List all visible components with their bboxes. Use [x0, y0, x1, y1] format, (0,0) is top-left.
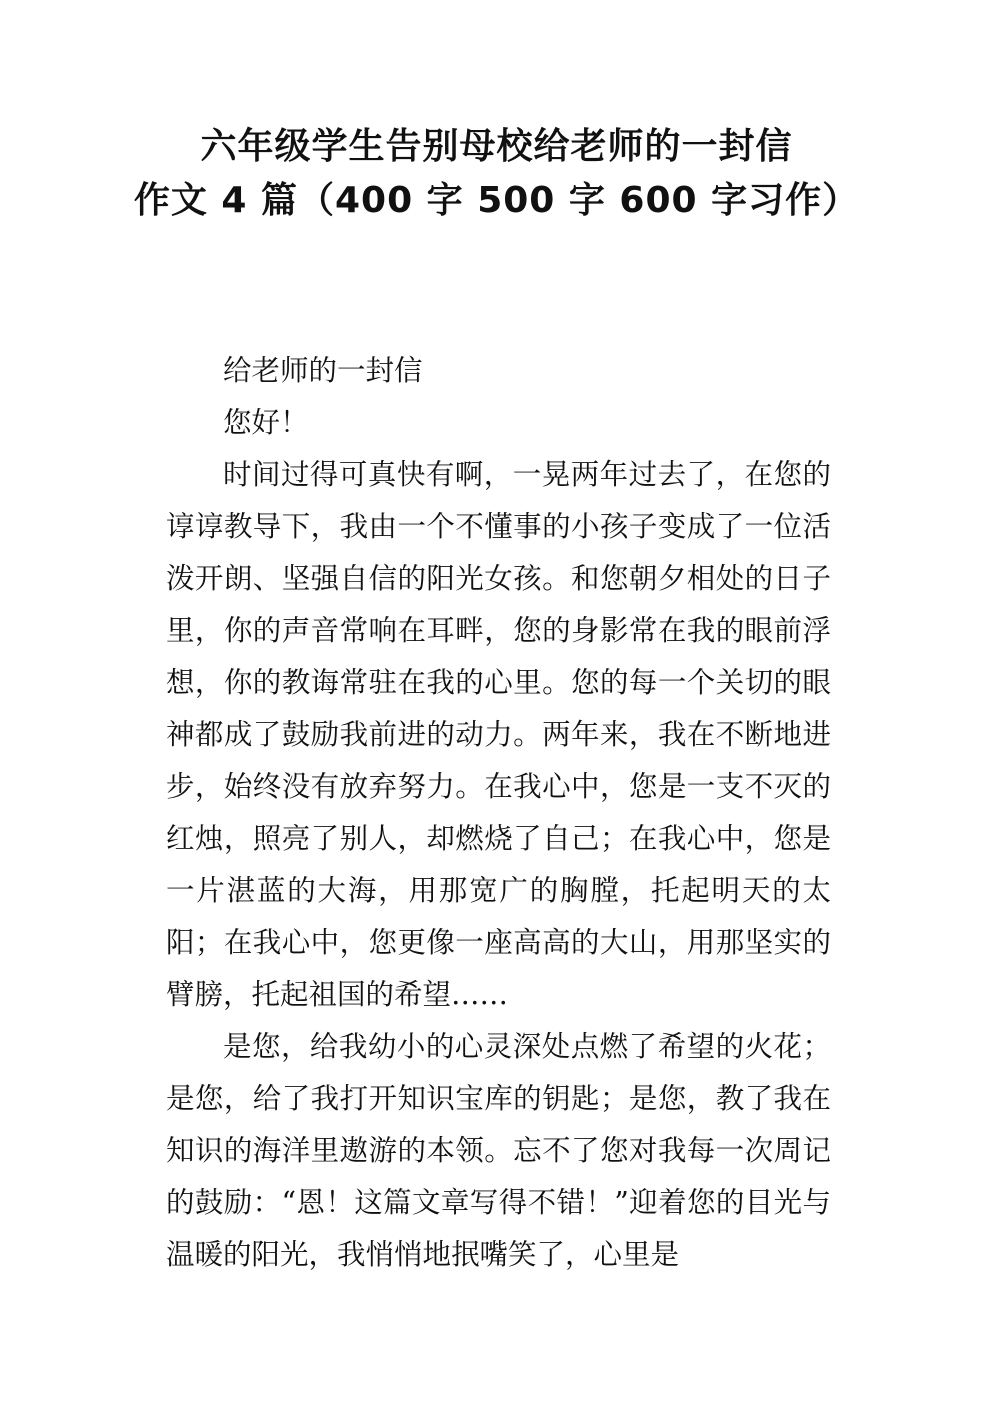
document-title — [0, 120, 993, 228]
letter-greeting: 您好！ — [223, 406, 309, 439]
document-body — [166, 345, 831, 1281]
body-paragraph: 时间过得可真快有啊，一晃两年过去了，在您的谆谆教导下，我由一个不懂事的小孩子变成了一位活泼开朗、坚强自信的阳光女孩。和您朝夕相处的日子里，你的声音常响在耳畔，您的身影常在我的眼前浮想，你的教诲常驻在我的心里。您的每一个关切的眼神都成了鼓励我前进的动力。两年来，我在不断地进步，始终没有放弃努力。在我心中，您是一支不灭的红烛，照亮了别人，却燃烧了自己；在我心中，您是一片湛蓝的大海，用那宽广的胸膛，托起明天的太阳；在我心中，您更像一座高高的大山，用那坚实的臂膀，托起祖国的希望…… — [166, 458, 831, 1011]
title-line-1: 六年级学生告别母校给老师的一封信 — [200, 126, 793, 167]
letter-heading: 给老师的一封信 — [223, 354, 423, 387]
title-line-2: 作文 4 篇（400 字 500 字 600 字习作） — [133, 180, 860, 221]
body-paragraph: 是您，给我幼小的心灵深处点燃了希望的火花；是您，给了我打开知识宝库的钥匙；是您，教了我在知识的海洋里遨游的本领。忘不了您对我每一次周记的鼓励：“恩！这篇文章写得不错！”迎着您的目光与温暖的阳光，我悄悄地抿嘴笑了，心里是 — [166, 1030, 831, 1271]
